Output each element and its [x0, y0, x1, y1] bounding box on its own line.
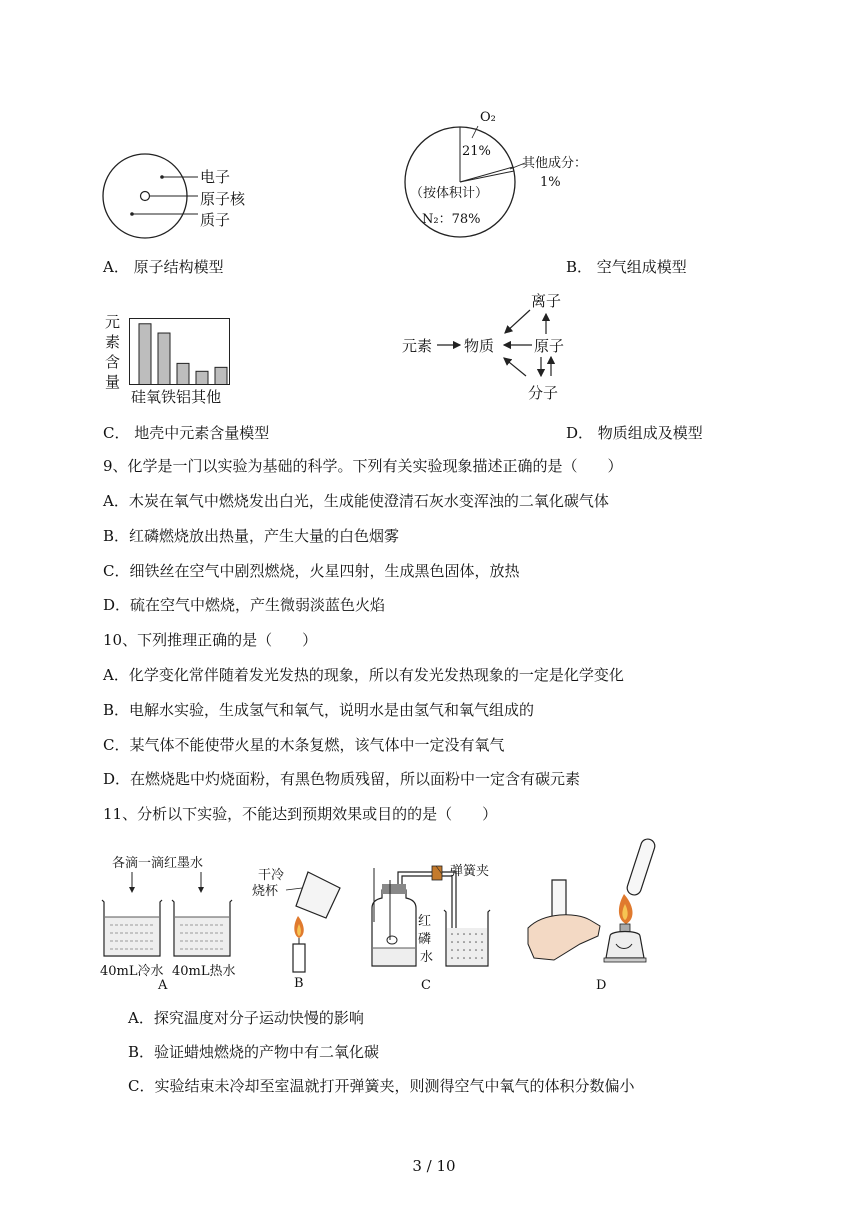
bar-2	[177, 363, 189, 384]
q11-stem: 11、分析以下实验，不能达到预期效果或目的的是（ ）	[103, 805, 498, 823]
x-label-al: 铝	[176, 388, 192, 406]
bar-1	[158, 333, 170, 384]
q9-option-a: A．木炭在氧气中燃烧发出白光，生成能使澄清石灰水变浑浊的二氧化碳气体	[103, 492, 609, 510]
expc-p-label-2: 磷	[418, 932, 432, 947]
expa-top-label: 各滴一滴红墨水	[112, 856, 204, 871]
expc-p-label-1: 红	[418, 914, 432, 929]
expc-letter: C	[421, 978, 431, 993]
other-percent: 1%	[540, 175, 561, 190]
q10-stem: 10、下列推理正确的是（ ）	[103, 631, 318, 649]
q11-option-c: C．实验结束未冷却至室温就打开弹簧夹，则测得空气中氧气的体积分数偏小	[128, 1077, 635, 1095]
figure-atom-model	[100, 150, 270, 240]
node-element: 元素	[402, 337, 433, 355]
volume-basis: （按体积计）	[410, 186, 489, 201]
node-atom: 原子	[534, 337, 565, 355]
figure-crust-elements	[105, 312, 245, 407]
x-label-o: 氧	[146, 388, 162, 406]
q9-option-c: C．细铁丝在空气中剧烈燃烧，火星四射，生成黑色固体，放热	[103, 562, 520, 580]
x-label-si: 硅	[131, 388, 147, 406]
x-axis-labels	[131, 386, 221, 407]
node-matter: 物质	[464, 337, 495, 355]
q9-option-d: D．硫在空气中燃烧，产生微弱淡蓝色火焰	[103, 596, 386, 614]
experiment-a	[96, 852, 236, 992]
proton-label: 质子	[200, 211, 231, 229]
bar-0	[139, 324, 151, 385]
caption-b: B． 空气组成模型	[566, 258, 687, 276]
nucleus-label: 原子核	[200, 190, 246, 208]
node-molecule: 分子	[528, 384, 559, 402]
q10-option-b: B．电解水实验，生成氢气和氧气，说明水是由氢气和氧气组成的	[103, 701, 535, 719]
q11-option-a: A．探究温度对分子运动快慢的影响	[128, 1009, 364, 1027]
candle-beaker-diagram	[250, 858, 350, 973]
node-ion: 离子	[531, 292, 562, 310]
q9-stem: 9、化学是一门以实验为基础的科学。下列有关实验现象描述正确的是（ ）	[103, 457, 623, 475]
q10-option-a: A．化学变化常伴随着发光发热的现象，所以有发光发热现象的一定是化学变化	[103, 666, 624, 684]
caption-a: A． 原子结构模型	[103, 258, 224, 276]
q10-option-d: D．在燃烧匙中灼烧面粉，有黑色物质残留，所以面粉中一定含有碳元素	[103, 770, 581, 788]
experiment-c	[366, 860, 516, 994]
o2-label: O₂	[480, 110, 496, 125]
figure-air-composition	[400, 108, 610, 243]
caption-d: D． 物质组成及模型	[566, 424, 703, 442]
x-label-fe: 铁	[161, 388, 177, 406]
expa-cold-label: 40mL冷水	[100, 964, 164, 979]
expa-hot-label: 40mL热水	[172, 964, 236, 979]
o2-percent: 21%	[462, 144, 491, 159]
phosphorus-apparatus-diagram	[366, 860, 516, 970]
expa-letter: A	[158, 978, 168, 993]
bar-3	[196, 371, 208, 384]
caption-c: C． 地壳中元素含量模型	[103, 424, 270, 442]
q9-option-b: B．红磷燃烧放出热量，产生大量的白色烟雾	[103, 527, 400, 545]
expb-cup-label-2: 烧杯	[252, 884, 279, 899]
bar-4	[215, 367, 227, 384]
y-axis-label: 元 素 含 量	[105, 313, 121, 391]
experiment-d	[524, 832, 674, 994]
x-label-other: 其他	[191, 388, 222, 406]
test-tube-burner-diagram	[524, 832, 674, 974]
expb-letter: B	[294, 976, 304, 991]
expc-water-label: 水	[420, 950, 434, 965]
q10-option-c: C．某气体不能使带火星的木条复燃，该气体中一定没有氧气	[103, 736, 505, 754]
electron-label: 电子	[200, 168, 231, 186]
expd-letter: D	[596, 978, 607, 993]
n2-label: N₂：78%	[422, 212, 481, 227]
experiment-b	[250, 858, 350, 994]
expc-clamp-label: 弹簧夹	[450, 864, 490, 879]
beakers-diagram	[96, 870, 236, 960]
q11-option-b: B．验证蜡烛燃烧的产物中有二氧化碳	[128, 1043, 380, 1061]
page-number: 3 / 10	[412, 1157, 456, 1175]
expb-cup-label-1: 干冷	[258, 868, 285, 883]
other-label: 其他成分：	[522, 156, 588, 171]
figure-matter-composition	[400, 288, 600, 406]
crust-bar-chart	[129, 318, 231, 386]
